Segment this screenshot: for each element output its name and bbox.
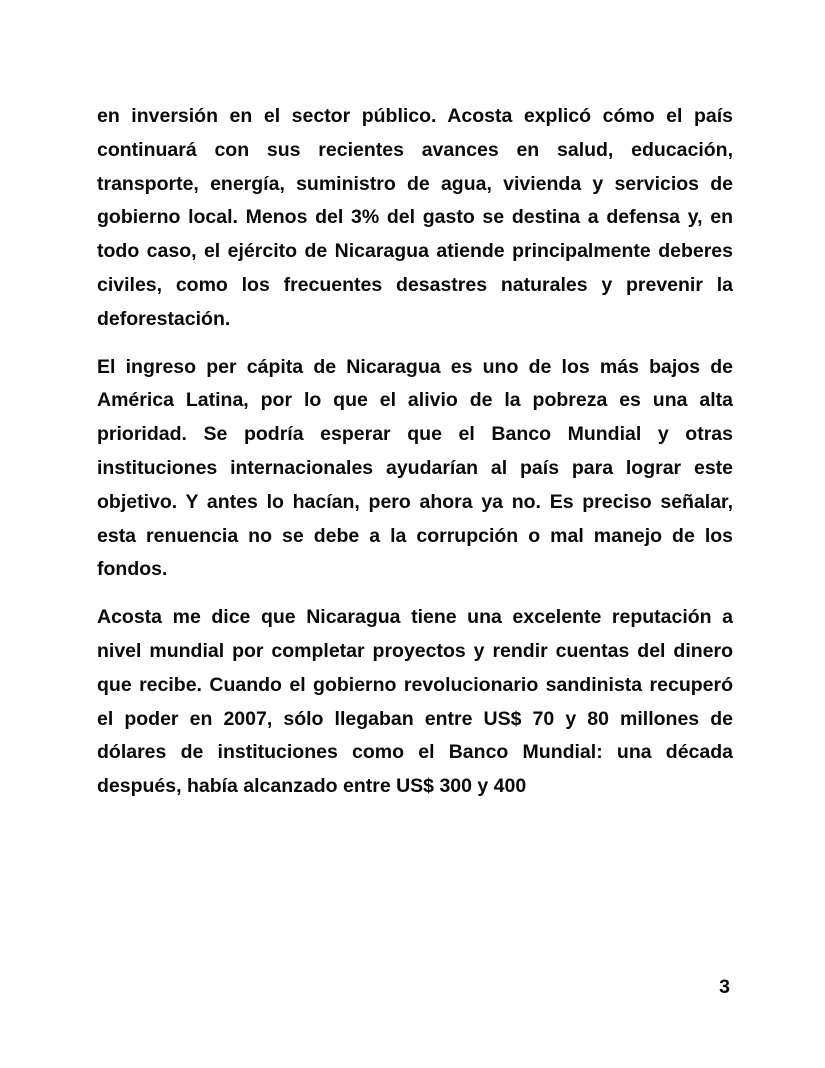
page-content bbox=[97, 100, 733, 804]
paragraph-2: El ingreso per cápita de Nicaragua es uno de los más bajos de América Latina, por lo que el alivio de la pobreza es una alta prioridad. Se podría esperar que el Banco Mundial y otras instituciones internacionales ayudarían al país para lograr este objetivo. Y antes lo hacían, pero ahora ya no. Es preciso señalar, esta renuencia no se debe a la corrupción o mal manejo de los fondos. bbox=[97, 355, 733, 581]
paragraph-1: en inversión en el sector público. Acosta explicó cómo el país continuará con sus recientes avances en salud, educación, transporte, energía, suministro de agua, vivienda y servicios de gobierno local. Menos del 3% del gasto se destina a defensa y, en todo caso, el ejército de Nicaragua atiende principalmente deberes civiles, como los frecuentes desastres naturales y prevenir la deforestación. bbox=[97, 105, 733, 330]
paragraph-3: Acosta me dice que Nicaragua tiene una excelente reputación a nivel mundial por completar proyectos y rendir cuentas del dinero que recibe. Cuando el gobierno revolucionario sandinista recuperó el poder en 2007, sólo llegaban entre US$ 70 y 80 millones de dólares de instituciones como el Banco Mundial: una década después, había alcanzado entre US$ 300 y 400 bbox=[97, 606, 733, 798]
page-number: 3 bbox=[719, 976, 730, 998]
